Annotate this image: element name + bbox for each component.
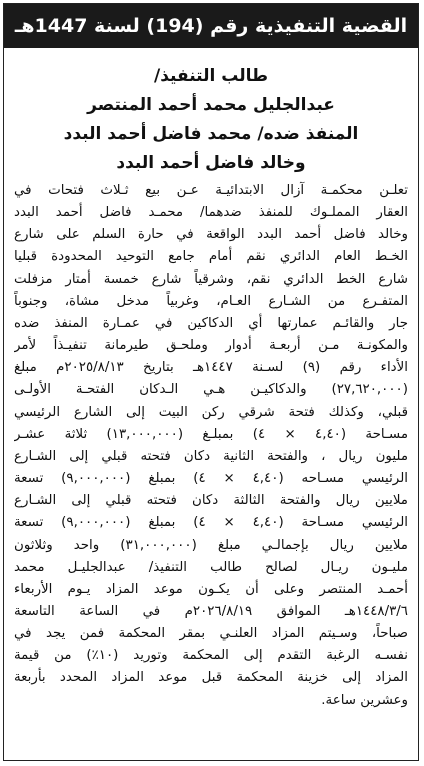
second-debtor-line: وخالد فاضل أحمد البدد bbox=[116, 153, 306, 173]
body-line: ملايين ريال والفتحة الثالثة دكان فتحته قبلي إلى الشـارع bbox=[14, 493, 408, 509]
creditor-label: طالب التنفيذ/ bbox=[154, 66, 268, 86]
body-line: (٢٧,٦٢٠,٠٠٠) والدكاكيـن هـي الـدكان الفتحـة الأولـى bbox=[14, 382, 408, 398]
body-line: الرئيسي مسـاحه (٤,٤٠ × ٤) بمبلغ (٩,٠٠٠,٠٠٠) تسعة bbox=[14, 471, 408, 487]
body-line: العقار المملـوك للمنفذ ضدهما/ محمـد فاضل أحمد البدد bbox=[14, 205, 408, 221]
body-line: ١٤٤٨/٣/٦هـ الموافق ٢٠٢٦/٨/١٩م في الساعة التاسعة bbox=[14, 603, 408, 619]
body-line: وخالد فاضل أحمد البدد الواقعة في حارة السلم على شارع bbox=[14, 227, 408, 243]
body-line: تعلـن محكمـة آزال الابتدائيـة عـن بيع ثـلاث فتحات في bbox=[14, 183, 408, 198]
body-line: الخـط العام الدائري نقم أمام جامع التوحيد المحدودة قبليا bbox=[14, 249, 408, 265]
creditor-name: عبدالجليل محمد أحمد المنتصر bbox=[87, 95, 335, 115]
body-line: مسـاحة (٤,٤٠ × ٤) بمبلـغ (١٣,٠٠٠,٠٠٠) ثلاثة عشـر bbox=[14, 426, 408, 442]
debtor-line: المنفذ ضده/ محمد فاضل أحمد البدد bbox=[63, 124, 359, 144]
parties-block bbox=[4, 48, 418, 178]
notice-title: القضية التنفيذية رقم (194) لسنة 1447هـ bbox=[4, 4, 418, 48]
body-line: والمكونـة مـن أربعـة أدوار وملحـق طيرمانة تنفيـذاً لأمر bbox=[14, 338, 408, 354]
notice-body bbox=[14, 180, 408, 712]
body-line: المزاد إلى خزينة المحكمة قبل موعد المزاد المحدد بأربعة bbox=[14, 670, 408, 686]
body-line: المتفـرع من الشـارع العـام، وغربياً مدخل مشاة، وجنوباً bbox=[14, 293, 408, 309]
body-line: مليـون ريـال لصالح طالب التنفيذ/ عبدالجليـل محمد bbox=[14, 559, 408, 575]
body-line: صباحاً، وسـيتم المزاد العلنـي بمقر المحكمة فمن يجد في bbox=[14, 626, 408, 642]
court-auction-notice bbox=[3, 3, 419, 761]
body-line: الأداء رقم (٩) لسـنة ١٤٤٧هـ بتاريخ ٢٠٢٥/٨/١٣م مبلغ bbox=[14, 360, 408, 376]
body-line: قبلي، وكذلك فتحة شرقي ركن البيت إلى الشارع الرئيسي bbox=[14, 404, 408, 420]
body-line: ملايين ريال بإجمالـي مبلغ (٣١,٠٠٠,٠٠٠) واحد وثلاثون bbox=[14, 537, 408, 553]
body-line: مليون ريال ، والفتحة الثانية دكان فتحته قبلي إلى الشـارع bbox=[14, 448, 408, 464]
body-line: نفسـه الرغبة التقدم إلى المحكمة وتوريد (١٠٪) من قيمة bbox=[14, 648, 408, 664]
body-line: وعشرين ساعة. bbox=[321, 692, 408, 708]
body-line: أحمـد المنتصر وعلى أن يكـون موعد المزاد يـوم الأربعاء bbox=[14, 581, 408, 597]
body-line: جار والقائـم عمارتها أي الدكاكين في عمـارة المنفذ ضده bbox=[14, 315, 408, 331]
body-line: الرئيسي مسـاحة (٤,٤٠ × ٤) بمبلغ (٩,٠٠٠,٠٠٠) تسعة bbox=[14, 515, 408, 531]
body-line: شارع الخط الدائري نقم، وشرقياً شارع خمسة أمتار مزفلت bbox=[14, 271, 408, 287]
